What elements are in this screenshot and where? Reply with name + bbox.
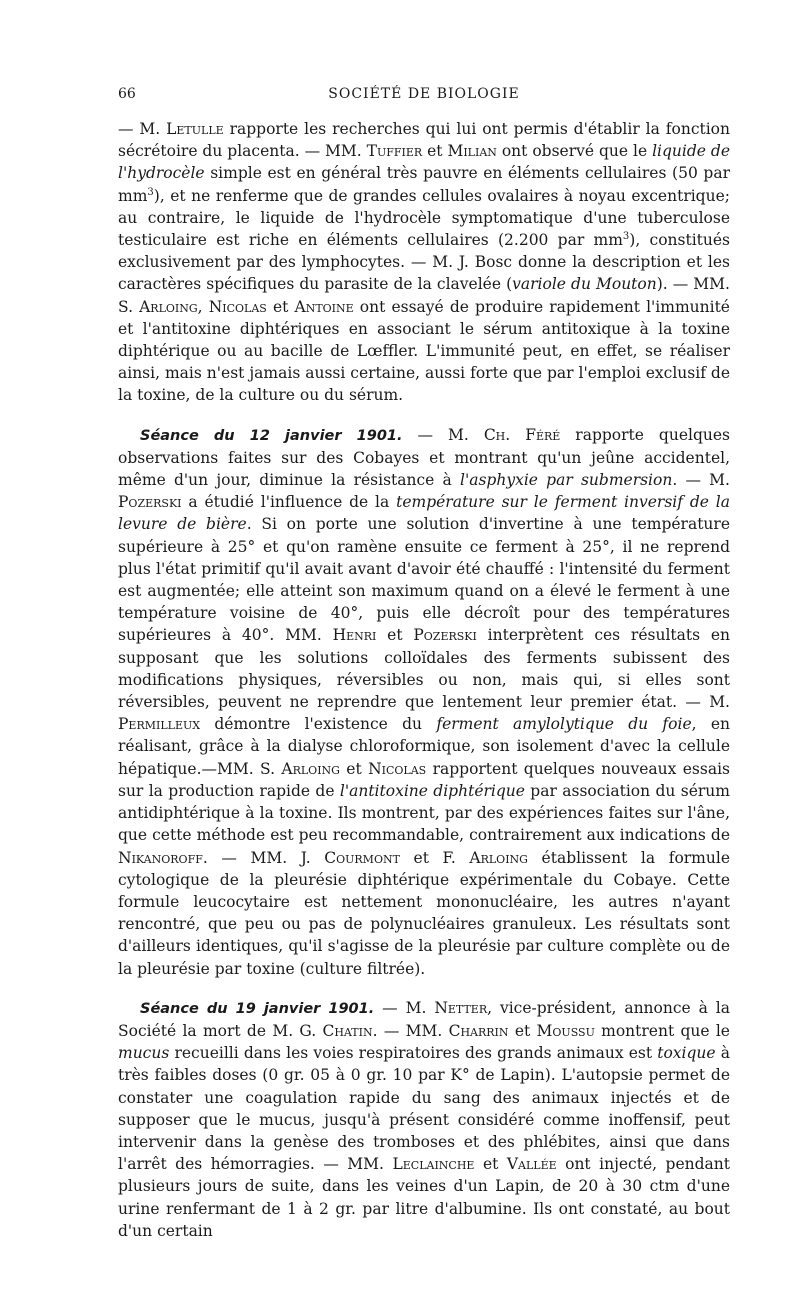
text-run: . — MM. bbox=[372, 1021, 449, 1040]
text-run: . — M. bbox=[672, 471, 730, 490]
text-body bbox=[118, 118, 730, 1242]
person-name: Ch. Féré bbox=[483, 425, 561, 444]
text-run: et bbox=[376, 626, 414, 645]
paragraph-3 bbox=[118, 997, 730, 1242]
italic-term: l'asphyxie par submersion bbox=[460, 471, 673, 490]
text-run: rapporte les recherches qui lui ont permis d'établir la fonction sécrétoire du placenta. — MM. bbox=[118, 120, 730, 161]
text-run: ont essayé de produire rapidement l'immunité et l'antitoxine diphtériques en associant le sérum antitoxique à la toxine diphtérique ou au bacille de Lœffler. L'immunité peut, en effet, se réaliser ainsi, mais n'est jamais aussi certaine, aussi forte que par l'emploi exclusif de la toxine, de la culture ou du sérum. bbox=[118, 297, 730, 405]
italic-term: température sur le ferment inversif de la levure de bière bbox=[118, 493, 730, 534]
text-run: rapporte quelques observations faites sur des Cobayes et montrant qu'un jeûne accidentel, même d'un jour, diminue la résistance à bbox=[118, 425, 730, 490]
text-run: par association du sérum antidiphtérique à la toxine. Ils montrent, par des expériences faites sur l'âne, que cette méthode est peu recommandable, contrairement aux indications de bbox=[118, 781, 730, 845]
text-run: — M. bbox=[374, 998, 435, 1017]
running-head bbox=[118, 86, 730, 106]
text-run: ), et ne renferme que de grandes cellules ovalaires à noyau excentrique; au contraire, le liquide de l'hydrocèle symptomatique d'une tuberculose testiculaire est riche en éléments cellulaires (2.200 par mm bbox=[118, 186, 730, 250]
text-run: interprètent ces résultats en supposant que les solutions colloïdales des ferments subissent des modifications physiques, réversibles ou non, mais qui, si elles sont réversibles, peuvent ne reprendre que lentement leur premier état. — M. bbox=[118, 626, 730, 712]
text-run: , en réalisant, grâce à la dialyse chloroformique, son isolement d'avec la cellule hépatique.—MM. S. bbox=[118, 715, 731, 778]
italic-term: toxique bbox=[657, 1044, 716, 1063]
text-run: ). — MM. S. bbox=[118, 275, 730, 316]
session-heading: Séance du 12 janvier 1901. bbox=[140, 427, 403, 444]
person-name: Milian bbox=[447, 142, 497, 161]
page-number: 66 bbox=[118, 86, 136, 102]
running-title: SOCIÉTÉ DE BIOLOGIE bbox=[328, 86, 520, 102]
text-run: a étudié l'influence de la bbox=[181, 493, 397, 512]
italic-term: variole du Mouton bbox=[512, 275, 657, 294]
text-run: recueilli dans les voies respiratoires des grands animaux est bbox=[169, 1044, 658, 1063]
text-run: ), constitués exclusivement par des lymphocytes. — M. J. Bosc donne la description et les caractères spécifiques du parasite de la clavelée ( bbox=[118, 231, 730, 294]
person-name: Tuffier bbox=[366, 142, 423, 161]
person-name: Vallée bbox=[506, 1155, 557, 1174]
text-run: . — MM. J. bbox=[202, 848, 325, 867]
text-run: et bbox=[422, 142, 448, 161]
text-run: et F. bbox=[399, 848, 470, 867]
text-run: et bbox=[474, 1155, 507, 1174]
person-name: Moussu bbox=[536, 1021, 595, 1040]
italic-term: mucus bbox=[118, 1044, 170, 1063]
text-run: , vice-président, annonce à la Société la mort de M. G. bbox=[118, 998, 730, 1040]
person-name: Netter bbox=[434, 998, 488, 1017]
person-name: Letulle bbox=[166, 120, 224, 138]
person-name: Arloing bbox=[469, 848, 528, 867]
text-run: établissent la formule cytologique de la pleurésie diphtérique expérimentale du Cobaye. Cette formule leucocytaire est nettement mononucléaire, les autres n'ayant rencontré, que peu ou pas de polynucléaires granuleux. Les résultats sont d'ailleurs identiques, qu'il s'agisse de la pleurésie par culture complète ou de la pleurésie par toxine (culture filtrée). bbox=[118, 848, 730, 978]
text-run: ont injecté, pendant plusieurs jours de suite, dans les veines d'un Lapin, de 20 à 30 ctm d'une urine renfermant de 1 à 2 gr. par litre d'albumine. Ils ont constaté, au bout d'un certain bbox=[118, 1155, 730, 1240]
person-name: Nicolas bbox=[368, 759, 427, 778]
text-run: ont observé que le bbox=[496, 142, 653, 161]
person-name: Antoine bbox=[294, 297, 354, 316]
text-run: , bbox=[197, 297, 209, 316]
person-name: Nikanoroff bbox=[118, 848, 203, 867]
text-run: montrent que le bbox=[594, 1021, 730, 1040]
person-name: Pozerski bbox=[118, 493, 182, 512]
person-name: Pozerski bbox=[413, 626, 477, 645]
text-run: et bbox=[266, 297, 295, 316]
text-run: et bbox=[508, 1021, 537, 1040]
superscript: 3 bbox=[147, 186, 154, 198]
paragraph-2 bbox=[118, 424, 730, 980]
text-run: et bbox=[339, 759, 369, 778]
person-name: Arloing bbox=[281, 759, 340, 778]
person-name: Nicolas bbox=[208, 297, 267, 316]
person-name: Permilleux bbox=[118, 715, 201, 734]
italic-term: l'antitoxine diphtérique bbox=[339, 781, 525, 800]
paragraph-1 bbox=[118, 118, 730, 407]
text-run: rapportent quelques nouveaux essais sur la production rapide de bbox=[118, 759, 730, 800]
person-name: Henri bbox=[332, 626, 377, 645]
text-run: — M. bbox=[118, 120, 167, 138]
text-run: . Si on porte une solution d'invertine à une température supérieure à 25° et qu'on ramène ensuite ce ferment à 25°, il ne reprend plus l'état primitif qu'il avait avant d'avoir été chauffé : l'intensité du ferment est augmentée; elle atteint son maximum quand on a élevé le ferment à une température voisine de 40°, puis elle décroît pour des températures supérieures à 40°. MM. bbox=[118, 515, 730, 645]
italic-term: liquide de l'hydrocèle bbox=[118, 142, 730, 183]
session-heading: Séance du 19 janvier 1901. bbox=[140, 1000, 375, 1017]
person-name: Arloing bbox=[139, 297, 198, 316]
person-name: Charrin bbox=[448, 1021, 509, 1040]
text-run: — M. bbox=[402, 425, 484, 444]
italic-term: ferment amylolytique du foie bbox=[436, 715, 692, 734]
person-name: Courmont bbox=[324, 848, 400, 867]
text-run: démontre l'existence du bbox=[200, 715, 437, 734]
text-run: simple est en général très pauvre en éléments cellulaires (50 par mm bbox=[118, 164, 730, 205]
text-run: à très faibles doses (0 gr. 05 à 0 gr. 10 par K° de Lapin). L'autopsie permet de constater une coagulation rapide du sang des animaux injectés et de supposer que le mucus, jusqu'à présent considéré comme inoffensif, peut intervenir dans la genèse des tromboses et des phlébites, ainsi que dans l'arrêt des hémorragies. — MM. bbox=[118, 1044, 730, 1174]
person-name: Leclainche bbox=[392, 1155, 475, 1174]
person-name: Chatin bbox=[322, 1021, 373, 1040]
superscript: 3 bbox=[622, 230, 630, 242]
